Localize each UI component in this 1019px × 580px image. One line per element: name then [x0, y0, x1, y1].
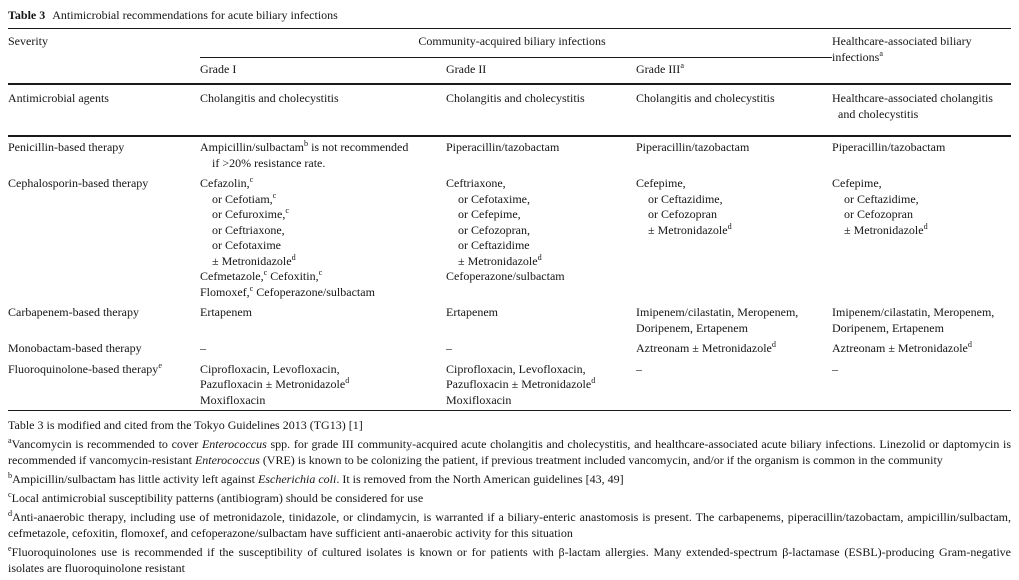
agents-cell-grade-iii: Cholangitis and cholecystitis — [636, 84, 832, 136]
therapy-label: Monobactam-based therapy — [8, 341, 142, 355]
therapy-cell-grade-iii: – — [636, 361, 642, 376]
group-header-row — [8, 29, 1011, 58]
therapy-row — [8, 338, 1011, 359]
antimicrobial-table — [8, 28, 1011, 411]
header-grade-i: Grade I — [200, 61, 237, 76]
agents-cell-grade-i: Cholangitis and cholecystitis — [200, 84, 446, 136]
footnote-a: $^a$Vancomycin is recommended to cover Enterococcus spp. for grade III community-acquired acute cholangitis and cholecystitis, and healthcare-associated acute biliary infections. Linezolid or daptomycin is recommended if vancomycin-resistant Enterococcus (VRE) is known to be colonizing the patient, if previous treatment included vancomycin, and/or if the organism is common in the community — [8, 436, 1012, 467]
therapy-label: Carbapenem-based therapy — [8, 305, 139, 319]
therapy-row — [8, 359, 1011, 411]
footnote-c: $^c$Local antimicrobial susceptibility patterns (antibiogram) should be considered for use — [8, 490, 424, 505]
therapy-cell-grade-ii: Ertapenem — [446, 305, 498, 319]
therapy-label: Fluoroquinolone-based therapy$^e$ — [8, 360, 162, 376]
therapy-row — [8, 302, 1011, 338]
therapy-cell-healthcare: Imipenem/cilastatin, Meropenem, Doripenem, Ertapenem — [832, 305, 995, 335]
footnote-e: $^e$Fluoroquinolones use is recommended if the susceptibility of cultured isolates is known or for patients with β-lactam allergies. Many extended-spectrum β-lactamase (ESBL)-producing Gram-negative isolates are fluoroquinolone resistant — [8, 544, 1011, 575]
therapy-row — [8, 173, 1011, 302]
therapy-cell-grade-ii: – — [446, 341, 452, 355]
footnote-d: $^d$Anti-anaerobic therapy, including use of metronidazole, tinidazole, or clindamycin, is warranted if a biliary-enteric anastomosis is present. The carbapenems, piperacillin/tazobactam, ampicillin/sulbactam, cefmetazole, cefoxitin, flomoxef, and cefoperazone/sulbactam have sufficient anti-anaerobic activity for this situation — [8, 509, 1011, 540]
table-title: Antimicrobial recommendations for acute biliary infections — [52, 8, 338, 22]
therapy-label: Penicillin-based therapy — [8, 140, 125, 154]
agents-row — [8, 84, 1011, 136]
therapy-cell-grade-i: Ertapenem — [200, 305, 252, 319]
therapy-cell-healthcare: Piperacillin/tazobactam — [832, 140, 946, 154]
therapy-cell-grade-ii: Ceftriaxone, or Cefotaxime, or Cefepime, or Cefozopran, or Ceftazidime ± Metronidazole$^d$ Cefoperazone/sulbactam — [446, 176, 565, 283]
therapy-cell-grade-iii: Aztreonam ± Metronidazole$^d$ — [636, 340, 776, 355]
table-header — [8, 29, 1011, 85]
therapy-cell-grade-i: Ampicillin/sulbactam$^b$ is not recommended if >20% resistance rate. — [200, 139, 409, 170]
therapy-cell-healthcare: Aztreonam ± Metronidazole$^d$ — [832, 340, 972, 355]
therapy-cell-grade-iii: Imipenem/cilastatin, Meropenem, Doripenem, Ertapenem — [636, 305, 799, 335]
therapy-row — [8, 136, 1011, 173]
agents-cell-grade-ii: Cholangitis and cholecystitis — [446, 84, 636, 136]
therapy-cell-healthcare: Cefepime, or Ceftazidime, or Cefozopran ± Metronidazole$^d$ — [832, 176, 928, 237]
therapy-cell-grade-i: Ciprofloxacin, Levofloxacin, Pazufloxacin ± Metronidazole$^d$ Moxifloxacin — [200, 361, 350, 407]
agents-label: Antimicrobial agents — [8, 84, 200, 136]
footnote-b: $^b$Ampicillin/sulbactam has little activity left against Escherichia coli. It is removed from the North American guidelines [43, 49] — [8, 471, 624, 486]
footnotes-section — [8, 417, 1011, 576]
table-body — [8, 84, 1011, 411]
header-severity: Severity — [8, 34, 48, 48]
therapy-cell-grade-ii: Ciprofloxacin, Levofloxacin, Pazufloxacin ± Metronidazole$^d$ Moxifloxacin — [446, 361, 596, 407]
therapy-label: Cephalosporin-based therapy — [8, 176, 149, 190]
header-grade-iii: Grade III$^a$ — [636, 60, 684, 76]
therapy-cell-grade-iii: Piperacillin/tazobactam — [636, 140, 750, 154]
table-number: Table 3 — [8, 8, 46, 22]
therapy-cell-grade-i: – — [200, 341, 206, 355]
header-grade-ii: Grade II — [446, 61, 487, 76]
table-source-note: Table 3 is modified and cited from the Tokyo Guidelines 2013 (TG13) [1] — [8, 418, 363, 432]
header-community-group: Community-acquired biliary infections — [200, 29, 832, 58]
header-healthcare-group: Healthcare-associated biliary infections$^a$ — [832, 34, 972, 64]
therapy-cell-healthcare: – — [832, 361, 839, 376]
agents-cell-healthcare: Healthcare-associated cholangitis and cholecystitis — [832, 84, 1011, 136]
table-caption — [8, 7, 1011, 23]
therapy-cell-grade-iii: Cefepime, or Ceftazidime, or Cefozopran ± Metronidazole$^d$ — [636, 176, 732, 237]
therapy-cell-grade-i: Cefazolin,$^c$ or Cefotiam,$^c$ or Cefuroxime,$^c$ or Ceftriaxone, or Cefotaxime ± Metronidazole$^d$ Cefmetazole,$^c$ Cefoxitin,$^c$ Flomoxef,$^c$ Cefoperazone/sulbactam — [200, 175, 375, 299]
therapy-cell-grade-ii: Piperacillin/tazobactam — [446, 140, 560, 154]
